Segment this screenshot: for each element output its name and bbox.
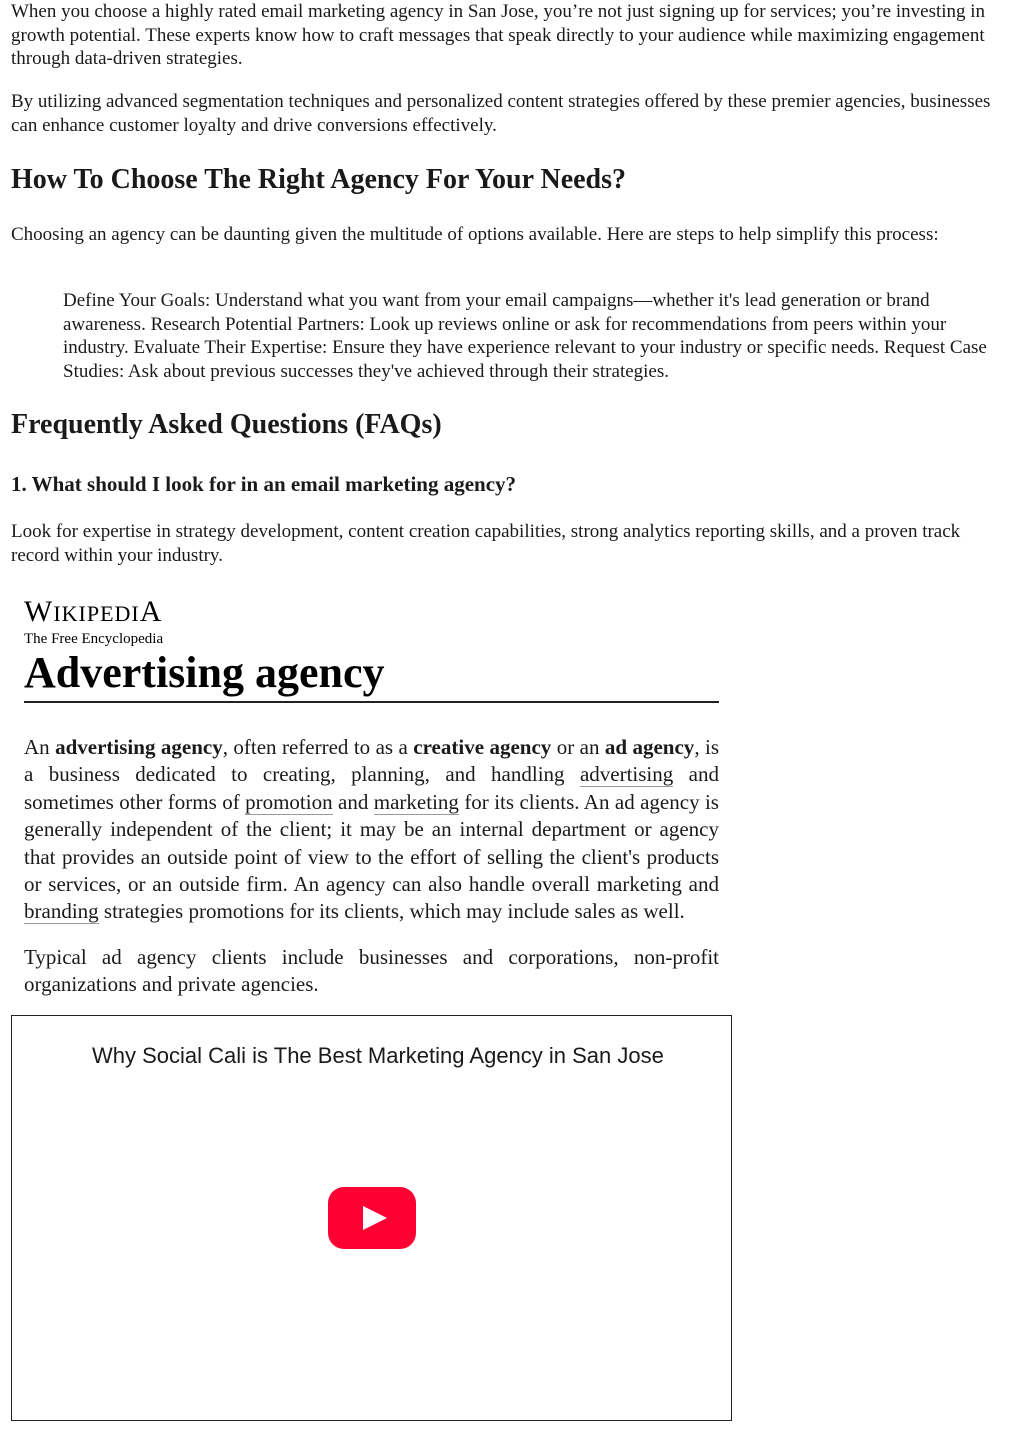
text-run: strategies promotions for its clients, which may include sales as well. (98, 899, 685, 924)
text-run: , often referred to as a (222, 735, 414, 759)
video-title[interactable]: Why Social Cali is The Best Marketing Agency in San Jose (92, 1043, 664, 1068)
intro-paragraph-2: By utilizing advanced segmentation techniques and personalized content strategies offered by these premier agencies, businesses can enhance customer loyalty and drive conversions effectively. (11, 91, 991, 136)
text-run: and (332, 789, 374, 814)
play-button[interactable] (328, 1187, 416, 1249)
faq-answer-1: Look for expertise in strategy development, content creation capabilities, strong analytics reporting skills, and a proven track record within your industry. (11, 521, 961, 566)
text-run: An (24, 735, 56, 759)
play-icon (363, 1206, 387, 1230)
wikipedia-logo-mid: IKIPEDI (53, 601, 140, 626)
wikipedia-logo-w: W (24, 596, 54, 628)
video-embed[interactable] (11, 1015, 732, 1421)
wikipedia-tagline: The Free Encyclopedia (24, 631, 164, 647)
bold-term-creative-agency: creative agency (413, 735, 552, 759)
heading-choose-agency: How To Choose The Right Agency For Your Needs? (11, 164, 627, 195)
text-run: , is a business dedicated to creating, planning, and handling (24, 735, 719, 787)
wikipedia-logo-a: A (139, 596, 163, 628)
link-promotion[interactable]: promotion (245, 789, 333, 814)
wikipedia-embed (24, 596, 719, 996)
link-advertising[interactable]: advertising (579, 762, 674, 787)
wikipedia-article-body (24, 734, 719, 996)
heading-faq: Frequently Asked Questions (FAQs) (11, 409, 442, 440)
intro-paragraph-1: When you choose a highly rated email marketing agency in San Jose, you’re not just signing up for services; you’re investing in growth potential. These experts know how to craft messages that speak directly to your audience while maximizing engagement through data-driven strategies. (11, 1, 986, 69)
bold-term-advertising-agency: advertising agency (55, 735, 223, 759)
faq-question-1: 1. What should I look for in an email marketing agency? (11, 472, 517, 496)
wikipedia-paragraph-1 (24, 734, 719, 926)
wikipedia-logo[interactable] (24, 596, 719, 630)
choose-paragraph: Choosing an agency can be daunting given the multitude of options available. Here are steps to help simplify this process: (11, 224, 939, 245)
text-run: for its clients. An ad agency is generally independent of the client; it may be an internal department or agency that provides an outside point of view to the effort of selling the client's products or services, or an outside firm. An agency can also handle overall marketing and (24, 789, 719, 897)
wikipedia-article-title: Advertising agency (24, 647, 719, 703)
link-branding[interactable]: branding (24, 899, 99, 924)
text-run: or an (551, 735, 605, 759)
steps-block: Define Your Goals: Understand what you want from your email campaigns—whether it's lead generation or brand awareness. Research Potential Partners: Look up reviews online or ask for recommendations from peers within your industry. Evaluate Their Expertise: Ensure they have experience relevant to your industry or specific needs. Request Case Studies: Ask about previous successes they've achieved through their strategies. (63, 290, 987, 382)
bold-term-ad-agency: ad agency (604, 735, 695, 759)
text-run: and sometimes other forms of (24, 762, 719, 814)
wikipedia-paragraph-2: Typical ad agency clients include businesses and corporations, non-profit organizations and private agencies. (24, 944, 719, 996)
link-marketing[interactable]: marketing (373, 789, 459, 814)
